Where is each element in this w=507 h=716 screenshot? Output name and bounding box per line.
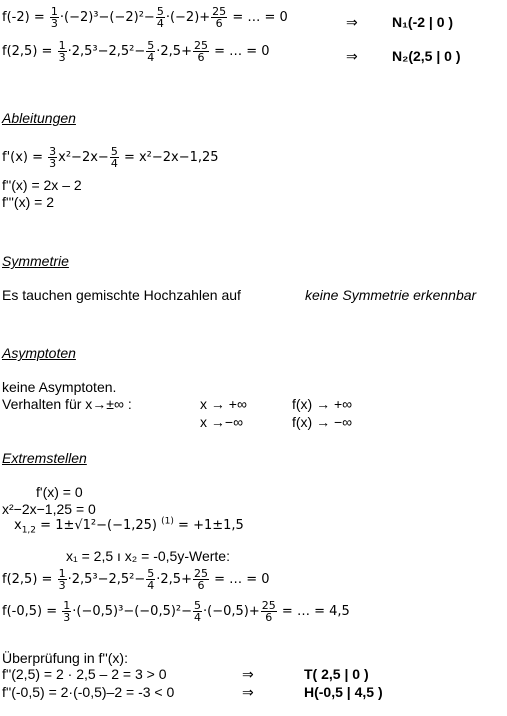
zero-n1-equation: f(-2) = $\frac{1}{3}$ ·(−2)³−(−2)²− $\frac{5}{4}$ ·(−2)+ $\frac{25}{6}$ = … = 0 <box>2 5 288 30</box>
limit-f-minus: f(x) → −∞ <box>292 414 353 430</box>
extrema-condition: f'(x) = 0 <box>36 484 83 500</box>
asymptotes-none: keine Asymptoten. <box>2 379 117 395</box>
symmetry-text: Es tauchen gemischte Hochzahlen auf <box>2 287 241 303</box>
zero-n2-lhs: f(2,5) = <box>2 44 53 59</box>
fraction: $\frac{25}{6}$ <box>261 599 276 624</box>
fraction: $\frac{1}{3}$ <box>58 567 66 592</box>
third-derivative: f'''(x) = 2 <box>2 194 54 210</box>
extrema-heading: Extremstellen <box>2 450 87 466</box>
limit-f-plus: f(x) → +∞ <box>292 396 353 412</box>
second-derivative: f''(x) = 2x – 2 <box>2 177 82 193</box>
minimum-point: T( 2,5 | 0 ) <box>304 666 369 682</box>
limit-x-plus: x → +∞ <box>200 396 247 412</box>
extrema-y2-equation: f(-0,5) = $\frac{1}{3}$ ·(−0,5)³−(−0,5)²− $\frac{5}{4}$ ·(−0,5)+ $\frac{25}{6}$ = … = 4,5 <box>2 599 350 624</box>
maximum-point: H(-0,5 | 4,5 ) <box>304 684 383 700</box>
check-heading: Überprüfung in f''(x): <box>2 650 128 666</box>
asymptotes-behavior: Verhalten für x→±∞ : <box>2 396 132 412</box>
fraction: $\frac{3}{3}$ <box>49 145 57 170</box>
extrema-y1-equation: f(2,5) = $\frac{1}{3}$ ·2,5³−2,5²− $\frac{5}{4}$ ·2,5+ $\frac{25}{6}$ = … = 0 <box>2 567 270 592</box>
zero-n2-result: N₂(2,5 | 0 ) <box>392 48 461 64</box>
fraction: $\frac{25}{6}$ <box>212 5 227 30</box>
extrema-x-values: x₁ = 2,5 ı x₂ = -0,5y-Werte: <box>66 548 230 564</box>
zero-n2-equation: f(2,5) = $\frac{1}{3}$ ·2,5³−2,5²− $\frac{5}{4}$ ·2,5+ $\frac{25}{6}$ = … = 0 <box>2 39 270 64</box>
derivatives-heading: Ableitungen <box>2 110 76 126</box>
fraction: $\frac{5}{4}$ <box>147 567 155 592</box>
zero-n1-result: N₁(-2 | 0 ) <box>392 14 454 30</box>
fraction: $\frac{1}{3}$ <box>50 5 58 30</box>
fraction: $\frac{5}{4}$ <box>110 145 118 170</box>
implies-arrow: ⇒ <box>346 14 358 30</box>
fraction: $\frac{1}{3}$ <box>58 39 66 64</box>
symmetry-heading: Symmetrie <box>2 253 69 269</box>
fraction: $\frac{1}{3}$ <box>63 599 71 624</box>
check-line-2: f''(-0,5) = 2·(-0,5)–2 = -3 < 0 <box>2 684 175 700</box>
implies-arrow: ⇒ <box>242 666 254 682</box>
check-line-1: f''(2,5) = 2 · 2,5 – 2 = 3 > 0 <box>2 666 167 682</box>
fraction: $\frac{25}{6}$ <box>193 567 208 592</box>
extrema-solution-formula: $x_{1,2} = 1\pm√1^2-(-1,25) ^{(1)} = +1\pm 1,5$ <box>14 516 244 536</box>
asymptotes-heading: Asymptoten <box>2 345 76 361</box>
fraction: $\frac{5}{4}$ <box>156 5 164 30</box>
limit-x-minus: x →−∞ <box>200 414 244 430</box>
implies-arrow: ⇒ <box>346 48 358 64</box>
first-derivative: f'(x) = $\frac{3}{3}$ x²−2x− $\frac{5}{4}$ = x²−2x−1,25 <box>2 145 219 170</box>
implies-arrow: ⇒ <box>242 684 254 700</box>
zero-n1-lhs: f(-2) = <box>2 10 45 25</box>
fraction: $\frac{25}{6}$ <box>193 39 208 64</box>
fraction: $\frac{5}{4}$ <box>147 39 155 64</box>
extrema-equation: x²−2x−1,25 = 0 <box>2 501 96 517</box>
symmetry-result: keine Symmetrie erkennbar <box>305 287 477 303</box>
fraction: $\frac{5}{4}$ <box>194 599 202 624</box>
